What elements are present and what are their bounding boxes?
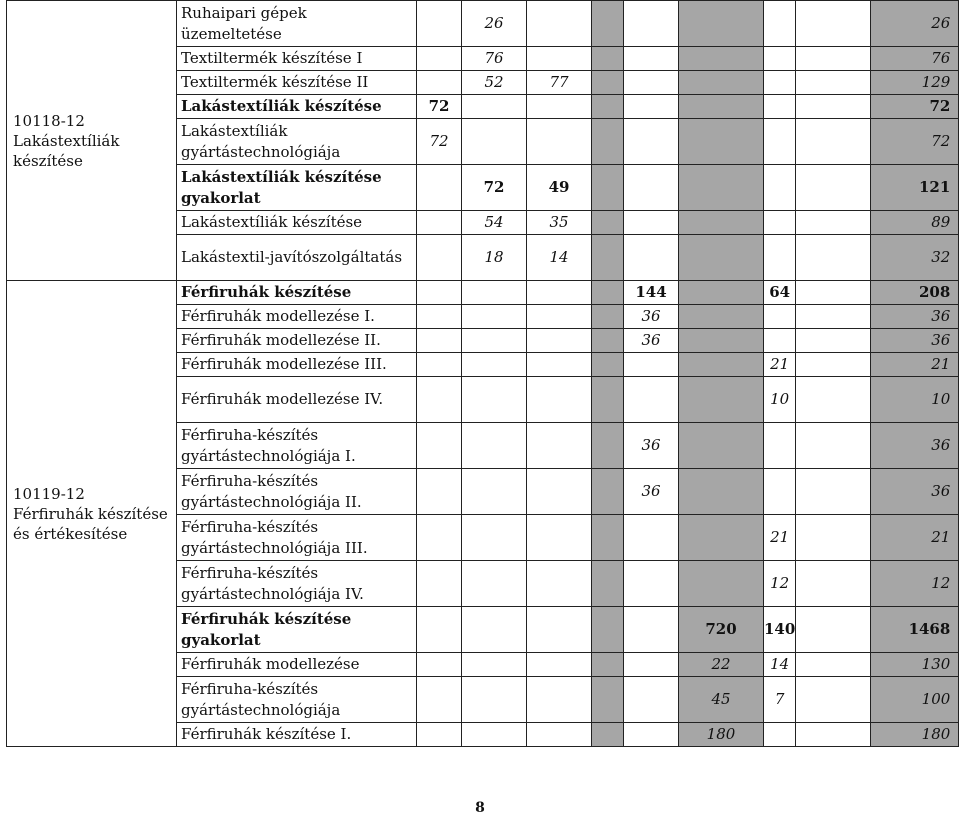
hours-cell xyxy=(764,119,796,165)
hours-cell xyxy=(592,353,624,377)
hours-cell: 36 xyxy=(624,305,679,329)
total-cell: 36 xyxy=(871,469,959,515)
hours-cell xyxy=(624,353,679,377)
hours-cell xyxy=(592,329,624,353)
total-cell: 208 xyxy=(871,281,959,305)
hours-cell xyxy=(624,119,679,165)
hours-cell xyxy=(624,235,679,281)
hours-cell xyxy=(764,95,796,119)
hours-cell xyxy=(527,469,592,515)
hours-cell xyxy=(462,723,527,747)
hours-cell xyxy=(624,515,679,561)
hours-cell: 720 xyxy=(679,607,764,653)
hours-cell xyxy=(679,329,764,353)
hours-cell xyxy=(527,561,592,607)
subject-name: Férfiruhák készítése I. xyxy=(177,723,417,747)
hours-cell xyxy=(592,607,624,653)
subject-name: Férfiruha-készítés gyártástechnológiája xyxy=(177,677,417,723)
hours-cell: 52 xyxy=(462,71,527,95)
total-cell: 21 xyxy=(871,353,959,377)
total-cell: 21 xyxy=(871,515,959,561)
hours-cell xyxy=(527,1,592,47)
hours-cell xyxy=(796,423,871,469)
hours-cell xyxy=(679,305,764,329)
hours-cell xyxy=(527,607,592,653)
table-row xyxy=(7,1,959,47)
hours-cell xyxy=(592,423,624,469)
hours-cell xyxy=(796,235,871,281)
hours-cell xyxy=(624,47,679,71)
hours-cell: 21 xyxy=(764,353,796,377)
hours-cell xyxy=(796,165,871,211)
hours-cell xyxy=(462,677,527,723)
hours-cell xyxy=(679,211,764,235)
total-cell: 12 xyxy=(871,561,959,607)
total-cell: 72 xyxy=(871,95,959,119)
subject-name: Férfiruhák modellezése II. xyxy=(177,329,417,353)
hours-cell: 140 xyxy=(764,607,796,653)
hours-cell: 76 xyxy=(462,47,527,71)
hours-cell xyxy=(679,377,764,423)
hours-cell: 14 xyxy=(764,653,796,677)
hours-cell xyxy=(417,515,462,561)
hours-cell: 10 xyxy=(764,377,796,423)
hours-cell xyxy=(679,561,764,607)
hours-cell xyxy=(592,377,624,423)
hours-cell xyxy=(764,165,796,211)
hours-cell xyxy=(679,281,764,305)
hours-cell xyxy=(592,281,624,305)
hours-cell xyxy=(527,377,592,423)
hours-cell xyxy=(624,211,679,235)
hours-cell xyxy=(527,329,592,353)
hours-cell: 72 xyxy=(462,165,527,211)
subject-name: Lakástextíliák készítése xyxy=(177,95,417,119)
module-code: 10119-12 xyxy=(13,484,85,503)
hours-cell xyxy=(592,95,624,119)
hours-cell xyxy=(462,653,527,677)
subject-name: Férfiruhák modellezése I. xyxy=(177,305,417,329)
total-cell: 180 xyxy=(871,723,959,747)
hours-cell xyxy=(764,469,796,515)
hours-cell xyxy=(462,119,527,165)
module-cell xyxy=(7,1,177,281)
total-cell: 121 xyxy=(871,165,959,211)
hours-cell xyxy=(624,1,679,47)
hours-cell: 18 xyxy=(462,235,527,281)
hours-cell xyxy=(462,469,527,515)
hours-cell xyxy=(796,47,871,71)
hours-cell xyxy=(417,607,462,653)
total-cell: 36 xyxy=(871,329,959,353)
page-number: 8 xyxy=(475,800,485,816)
hours-cell xyxy=(417,71,462,95)
hours-cell xyxy=(796,607,871,653)
hours-cell xyxy=(417,677,462,723)
curriculum-table xyxy=(6,0,959,747)
hours-cell xyxy=(796,211,871,235)
module-name: Férfiruhák készítése és értékesítése xyxy=(13,504,168,543)
hours-cell xyxy=(796,377,871,423)
subject-name: Férfiruhák modellezése III. xyxy=(177,353,417,377)
hours-cell xyxy=(679,423,764,469)
total-cell: 36 xyxy=(871,305,959,329)
hours-cell: 12 xyxy=(764,561,796,607)
total-cell: 130 xyxy=(871,653,959,677)
hours-cell xyxy=(527,423,592,469)
hours-cell xyxy=(417,305,462,329)
hours-cell: 26 xyxy=(462,1,527,47)
hours-cell xyxy=(527,281,592,305)
hours-cell xyxy=(679,1,764,47)
hours-cell xyxy=(764,235,796,281)
hours-cell xyxy=(624,71,679,95)
total-cell: 89 xyxy=(871,211,959,235)
total-cell: 76 xyxy=(871,47,959,71)
hours-cell xyxy=(796,561,871,607)
hours-cell: 49 xyxy=(527,165,592,211)
hours-cell xyxy=(679,469,764,515)
hours-cell xyxy=(764,329,796,353)
hours-cell: 36 xyxy=(624,329,679,353)
hours-cell xyxy=(624,723,679,747)
hours-cell xyxy=(417,653,462,677)
hours-cell xyxy=(592,165,624,211)
hours-cell xyxy=(796,95,871,119)
hours-cell xyxy=(527,353,592,377)
hours-cell: 54 xyxy=(462,211,527,235)
hours-cell xyxy=(592,119,624,165)
hours-cell xyxy=(592,235,624,281)
hours-cell xyxy=(462,377,527,423)
hours-cell: 180 xyxy=(679,723,764,747)
subject-name: Férfiruhák készítése gyakorlat xyxy=(177,607,417,653)
hours-cell xyxy=(527,653,592,677)
hours-cell xyxy=(679,353,764,377)
hours-cell xyxy=(679,95,764,119)
hours-cell xyxy=(527,95,592,119)
hours-cell: 77 xyxy=(527,71,592,95)
hours-cell xyxy=(462,423,527,469)
subject-name: Férfiruha-készítés gyártástechnológiája IV. xyxy=(177,561,417,607)
hours-cell xyxy=(679,235,764,281)
hours-cell xyxy=(527,119,592,165)
total-cell: 1468 xyxy=(871,607,959,653)
hours-cell: 72 xyxy=(417,95,462,119)
hours-cell xyxy=(764,305,796,329)
hours-cell xyxy=(764,47,796,71)
hours-cell xyxy=(527,515,592,561)
hours-cell xyxy=(592,469,624,515)
hours-cell xyxy=(624,165,679,211)
hours-cell xyxy=(764,423,796,469)
hours-cell xyxy=(417,47,462,71)
total-cell: 10 xyxy=(871,377,959,423)
hours-cell xyxy=(462,353,527,377)
hours-cell xyxy=(764,71,796,95)
hours-cell xyxy=(796,677,871,723)
hours-cell xyxy=(796,653,871,677)
hours-cell: 35 xyxy=(527,211,592,235)
hours-cell xyxy=(462,281,527,305)
hours-cell xyxy=(624,653,679,677)
module-cell xyxy=(7,281,177,747)
hours-cell xyxy=(462,305,527,329)
hours-cell xyxy=(592,677,624,723)
subject-name: Lakástextil-javítószolgáltatás xyxy=(177,235,417,281)
hours-cell xyxy=(527,677,592,723)
hours-cell xyxy=(679,119,764,165)
subject-name: Ruhaipari gépek üzemeltetése xyxy=(177,1,417,47)
subject-name: Férfiruha-készítés gyártástechnológiája III. xyxy=(177,515,417,561)
hours-cell: 21 xyxy=(764,515,796,561)
hours-cell xyxy=(417,1,462,47)
hours-cell xyxy=(764,1,796,47)
hours-cell xyxy=(796,469,871,515)
hours-cell xyxy=(417,165,462,211)
hours-cell xyxy=(592,71,624,95)
subject-name: Férfiruha-készítés gyártástechnológiája I. xyxy=(177,423,417,469)
subject-name: Lakástextíliák készítése xyxy=(177,211,417,235)
hours-cell xyxy=(592,515,624,561)
hours-cell xyxy=(796,71,871,95)
hours-cell xyxy=(527,723,592,747)
hours-cell xyxy=(417,329,462,353)
hours-cell xyxy=(527,47,592,71)
hours-cell xyxy=(679,71,764,95)
hours-cell xyxy=(679,515,764,561)
hours-cell xyxy=(624,561,679,607)
hours-cell xyxy=(679,165,764,211)
total-cell: 72 xyxy=(871,119,959,165)
hours-cell xyxy=(462,515,527,561)
module-code: 10118-12 xyxy=(13,111,85,130)
hours-cell: 36 xyxy=(624,423,679,469)
hours-cell: 72 xyxy=(417,119,462,165)
hours-cell xyxy=(624,607,679,653)
hours-cell xyxy=(462,607,527,653)
hours-cell xyxy=(764,211,796,235)
hours-cell xyxy=(417,377,462,423)
hours-cell xyxy=(796,353,871,377)
hours-cell xyxy=(417,353,462,377)
hours-cell xyxy=(592,723,624,747)
hours-cell xyxy=(527,305,592,329)
subject-name: Textiltermék készítése II xyxy=(177,71,417,95)
hours-cell xyxy=(679,47,764,71)
total-cell: 36 xyxy=(871,423,959,469)
hours-cell xyxy=(796,329,871,353)
hours-cell xyxy=(796,1,871,47)
hours-cell: 36 xyxy=(624,469,679,515)
hours-cell: 22 xyxy=(679,653,764,677)
hours-cell xyxy=(592,1,624,47)
hours-cell xyxy=(417,235,462,281)
hours-cell: 14 xyxy=(527,235,592,281)
hours-cell xyxy=(624,677,679,723)
hours-cell xyxy=(592,653,624,677)
total-cell: 32 xyxy=(871,235,959,281)
hours-cell xyxy=(417,423,462,469)
hours-cell xyxy=(417,469,462,515)
subject-name: Férfiruhák modellezése xyxy=(177,653,417,677)
hours-cell xyxy=(462,95,527,119)
total-cell: 100 xyxy=(871,677,959,723)
subject-name: Lakástextíliák gyártástechnológiája xyxy=(177,119,417,165)
subject-name: Férfiruha-készítés gyártástechnológiája II. xyxy=(177,469,417,515)
hours-cell: 45 xyxy=(679,677,764,723)
total-cell: 129 xyxy=(871,71,959,95)
subject-name: Lakástextíliák készítése gyakorlat xyxy=(177,165,417,211)
subject-name: Textiltermék készítése I xyxy=(177,47,417,71)
hours-cell xyxy=(764,723,796,747)
hours-cell xyxy=(417,281,462,305)
hours-cell xyxy=(624,95,679,119)
hours-cell xyxy=(796,515,871,561)
hours-cell xyxy=(417,723,462,747)
hours-cell xyxy=(592,305,624,329)
hours-cell xyxy=(462,329,527,353)
hours-cell xyxy=(796,305,871,329)
hours-cell xyxy=(462,561,527,607)
subject-name: Férfiruhák modellezése IV. xyxy=(177,377,417,423)
hours-cell: 144 xyxy=(624,281,679,305)
subject-name: Férfiruhák készítése xyxy=(177,281,417,305)
hours-cell xyxy=(592,47,624,71)
hours-cell xyxy=(796,119,871,165)
hours-cell xyxy=(417,561,462,607)
hours-cell: 64 xyxy=(764,281,796,305)
hours-cell: 7 xyxy=(764,677,796,723)
hours-cell xyxy=(624,377,679,423)
total-cell: 26 xyxy=(871,1,959,47)
hours-cell xyxy=(592,211,624,235)
hours-cell xyxy=(417,211,462,235)
hours-cell xyxy=(796,723,871,747)
table-row xyxy=(7,281,959,305)
hours-cell xyxy=(796,281,871,305)
hours-cell xyxy=(592,561,624,607)
module-name: Lakástextíliák készítése xyxy=(13,131,120,170)
